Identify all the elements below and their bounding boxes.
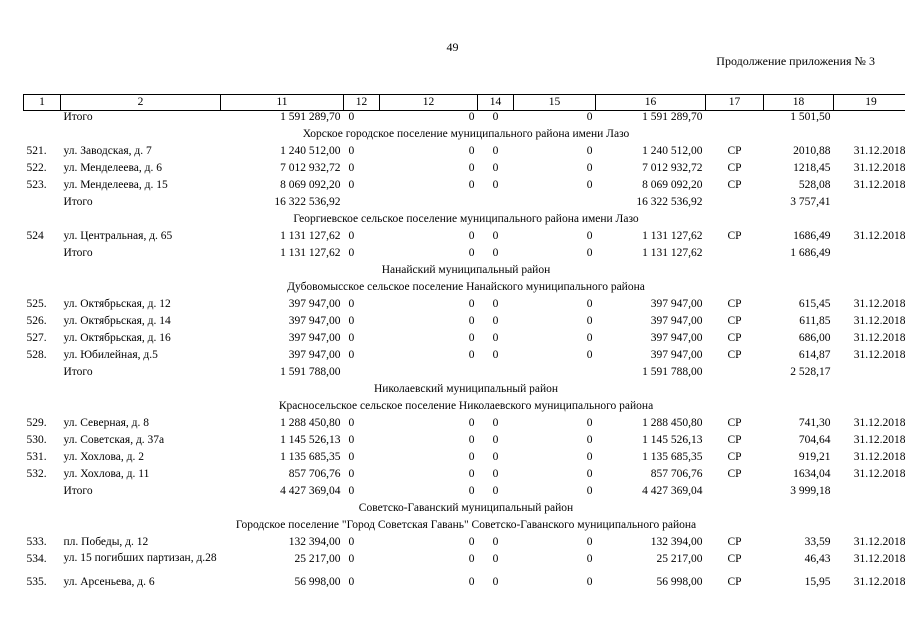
col14-value: 0	[492, 468, 499, 480]
col12b-value: 0	[468, 485, 475, 497]
col19-date: 31.12.2018	[853, 553, 905, 565]
col19-date: 31.12.2018	[853, 468, 905, 480]
col11-amount: 397 947,00	[288, 332, 341, 344]
col14-value: 0	[492, 315, 499, 327]
row-number: 522.	[26, 162, 47, 174]
section-heading-row	[24, 502, 905, 519]
col12a-value: 0	[348, 145, 355, 157]
col17-source: СР	[727, 451, 742, 463]
column-header-10: 18	[764, 95, 834, 111]
col14-value	[478, 366, 514, 383]
section-title: Советско-Гаванский муниципальный район	[358, 502, 574, 514]
table-row	[24, 230, 905, 247]
col17-source: СР	[727, 349, 742, 361]
row-number	[24, 196, 61, 213]
col12b-value: 0	[468, 298, 475, 310]
col15-value: 0	[586, 145, 593, 157]
section-heading-row	[24, 128, 905, 145]
col19-date: 31.12.2018	[853, 349, 905, 361]
col16-amount: 1 131 127,62	[642, 230, 703, 242]
col14-value: 0	[492, 179, 499, 191]
col12b-value: 0	[468, 230, 475, 242]
col17-source	[706, 196, 764, 213]
appendix-subtitle: Продолжение приложения № 3	[716, 54, 875, 68]
section-title: Георгиевское сельское поселение муниципального района имени Лазо	[293, 213, 639, 225]
column-header-3: 11	[221, 95, 344, 111]
col12b-value: 0	[468, 417, 475, 429]
col16-amount: 397 947,00	[650, 298, 703, 310]
address-cell: Итого	[63, 247, 93, 259]
row-number: 531.	[26, 451, 47, 463]
row-number: 523.	[26, 179, 47, 191]
housing-table	[23, 94, 905, 593]
col15-value: 0	[586, 536, 593, 548]
col19-date: 31.12.2018	[853, 451, 905, 463]
col17-source: СР	[727, 230, 742, 242]
col18-area: 2 528,17	[790, 366, 831, 378]
col17-source	[706, 111, 764, 129]
col19-date	[834, 111, 905, 129]
row-number	[24, 485, 61, 502]
col12a-value: 0	[348, 451, 355, 463]
row-number: 524	[26, 230, 44, 242]
col11-amount: 397 947,00	[288, 298, 341, 310]
col12b-value	[380, 366, 478, 383]
address-cell: Итого	[63, 111, 93, 123]
col12b-value: 0	[468, 179, 475, 191]
col15-value: 0	[586, 349, 593, 361]
col19-date: 31.12.2018	[853, 298, 905, 310]
col12a-value: 0	[348, 179, 355, 191]
table-row	[24, 536, 905, 553]
table-row	[24, 332, 905, 349]
row-number: 530.	[26, 434, 47, 446]
col11-amount: 16 322 536,92	[274, 196, 341, 208]
col19-date: 31.12.2018	[853, 417, 905, 429]
col11-amount: 1 591 289,70	[280, 111, 341, 123]
col16-amount: 1 288 450,80	[642, 417, 703, 429]
col18-area: 46,43	[804, 553, 831, 565]
col11-amount: 1 240 512,00	[280, 145, 341, 157]
column-header-6: 14	[478, 95, 514, 111]
col16-amount: 1 240 512,00	[642, 145, 703, 157]
row-number: 527.	[26, 332, 47, 344]
row-number: 528.	[26, 349, 47, 361]
address-cell: ул. Хохлова, д. 11	[63, 468, 150, 480]
col11-amount: 1 288 450,80	[280, 417, 341, 429]
col19-date: 31.12.2018	[853, 576, 905, 588]
table-row	[24, 315, 905, 332]
col16-amount: 1 145 526,13	[642, 434, 703, 446]
column-header-9: 17	[706, 95, 764, 111]
address-cell: ул. Советская, д. 37а	[63, 434, 165, 446]
col16-amount: 1 591 788,00	[642, 366, 703, 378]
col12a-value	[344, 196, 380, 213]
address-cell: ул. Менделеева, д. 6	[63, 162, 162, 174]
col19-date: 31.12.2018	[853, 179, 905, 191]
col15-value: 0	[586, 111, 593, 123]
col16-amount: 8 069 092,20	[642, 179, 703, 191]
col16-amount: 7 012 932,72	[642, 162, 703, 174]
col15-value: 0	[586, 230, 593, 242]
section-heading-row	[24, 519, 905, 536]
col11-amount: 1 591 788,00	[280, 366, 341, 378]
row-number: 526.	[26, 315, 47, 327]
col17-source: СР	[727, 576, 742, 588]
col14-value: 0	[492, 332, 499, 344]
col12a-value: 0	[348, 247, 355, 259]
col19-date: 31.12.2018	[853, 332, 905, 344]
address-cell: Итого	[63, 196, 93, 208]
col18-area: 528,08	[798, 179, 831, 191]
row-number	[24, 366, 61, 383]
col14-value: 0	[492, 417, 499, 429]
col18-area: 33,59	[804, 536, 831, 548]
col16-amount: 16 322 536,92	[636, 196, 703, 208]
column-header-4: 12	[344, 95, 380, 111]
table-row	[24, 576, 905, 593]
col11-amount: 7 012 932,72	[280, 162, 341, 174]
col11-amount: 56 998,00	[294, 576, 341, 588]
col12b-value: 0	[468, 576, 475, 588]
col12b-value: 0	[468, 111, 475, 123]
col12b-value: 0	[468, 145, 475, 157]
col15-value: 0	[586, 468, 593, 480]
col17-source: СР	[727, 553, 742, 565]
col19-date	[834, 196, 905, 213]
address-cell: пл. Победы, д. 12	[63, 536, 149, 548]
col17-source: СР	[727, 468, 742, 480]
col12a-value: 0	[348, 332, 355, 344]
col15-value: 0	[586, 485, 593, 497]
col18-area: 615,45	[798, 298, 831, 310]
col16-amount: 1 131 127,62	[642, 247, 703, 259]
col17-source: СР	[727, 536, 742, 548]
section-heading-row	[24, 383, 905, 400]
col12b-value: 0	[468, 536, 475, 548]
page-number: 49	[446, 40, 459, 54]
col16-amount: 397 947,00	[650, 332, 703, 344]
col15-value: 0	[586, 451, 593, 463]
col18-area: 611,85	[799, 315, 831, 327]
col12a-value: 0	[348, 468, 355, 480]
col12a-value: 0	[348, 485, 355, 497]
col14-value: 0	[492, 349, 499, 361]
col17-source: СР	[727, 417, 742, 429]
col12b-value: 0	[468, 349, 475, 361]
col15-value	[514, 366, 596, 383]
col12b-value	[380, 196, 478, 213]
col12b-value: 0	[468, 434, 475, 446]
col17-source: СР	[727, 179, 742, 191]
column-header-1: 1	[24, 95, 61, 111]
col12b-value: 0	[468, 162, 475, 174]
col12a-value: 0	[348, 536, 355, 548]
col11-amount: 397 947,00	[288, 349, 341, 361]
col14-value: 0	[492, 298, 499, 310]
row-number	[24, 111, 61, 129]
col16-amount: 132 394,00	[650, 536, 703, 548]
row-number: 529.	[26, 417, 47, 429]
row-number: 532.	[26, 468, 47, 480]
col19-date: 31.12.2018	[853, 230, 905, 242]
address-cell: ул. Хохлова, д. 2	[63, 451, 144, 463]
col11-amount: 397 947,00	[288, 315, 341, 327]
col18-area: 1218,45	[793, 162, 831, 174]
section-heading-row	[24, 264, 905, 281]
col16-amount: 857 706,76	[650, 468, 703, 480]
table-body	[24, 111, 905, 594]
header-row	[24, 95, 905, 111]
col12a-value: 0	[348, 349, 355, 361]
col12a-value: 0	[348, 553, 355, 565]
total-row	[24, 111, 905, 129]
address-cell: ул. Октябрьская, д. 14	[63, 315, 171, 327]
address-cell: ул. Менделеева, д. 15	[63, 179, 168, 191]
section-title: Красносельское сельское поселение Николаевского муниципального района	[278, 400, 654, 412]
col11-amount: 1 135 685,35	[280, 451, 341, 463]
row-number: 535.	[26, 576, 47, 588]
col16-amount: 4 427 369,04	[642, 485, 703, 497]
table-row	[24, 145, 905, 162]
section-heading-row	[24, 400, 905, 417]
col16-amount: 397 947,00	[650, 349, 703, 361]
col18-area: 614,87	[798, 349, 831, 361]
col12a-value: 0	[348, 315, 355, 327]
col11-amount: 1 131 127,62	[280, 247, 341, 259]
col18-area: 1634,04	[793, 468, 831, 480]
col11-amount: 1 145 526,13	[280, 434, 341, 446]
column-header-11: 19	[834, 95, 905, 111]
address-cell: ул. Центральная, д. 65	[63, 230, 173, 242]
col14-value: 0	[492, 230, 499, 242]
table-row	[24, 434, 905, 451]
col12b-value: 0	[468, 315, 475, 327]
col18-area: 3 757,41	[790, 196, 831, 208]
col15-value: 0	[586, 247, 593, 259]
col14-value: 0	[492, 485, 499, 497]
col14-value: 0	[492, 536, 499, 548]
address-cell: ул. Октябрьская, д. 16	[63, 332, 171, 344]
section-heading-row	[24, 213, 905, 230]
col19-date	[834, 247, 905, 264]
col15-value: 0	[586, 332, 593, 344]
col16-amount: 1 135 685,35	[642, 451, 703, 463]
col19-date	[834, 366, 905, 383]
col11-amount: 8 069 092,20	[280, 179, 341, 191]
col18-area: 15,95	[804, 576, 831, 588]
col12b-value: 0	[468, 468, 475, 480]
section-title: Николаевский муниципальный район	[373, 383, 559, 395]
col14-value: 0	[492, 162, 499, 174]
col14-value: 0	[492, 576, 499, 588]
section-heading-row	[24, 281, 905, 298]
col17-source: СР	[727, 332, 742, 344]
col14-value: 0	[492, 247, 499, 259]
col15-value: 0	[586, 576, 593, 588]
address-cell: ул. 15 погибших партизан, д.28	[63, 552, 217, 564]
col14-value: 0	[492, 111, 499, 123]
column-header-2: 2	[61, 95, 221, 111]
col17-source: СР	[727, 434, 742, 446]
col16-amount: 397 947,00	[650, 315, 703, 327]
col15-value: 0	[586, 162, 593, 174]
col12b-value: 0	[468, 332, 475, 344]
col12b-value: 0	[468, 451, 475, 463]
col19-date: 31.12.2018	[853, 536, 905, 548]
col14-value: 0	[492, 434, 499, 446]
col12a-value: 0	[348, 162, 355, 174]
col15-value	[514, 196, 596, 213]
section-title: Дубовомысское сельское поселение Нанайского муниципального района	[287, 281, 645, 293]
col15-value: 0	[586, 315, 593, 327]
col12a-value: 0	[348, 111, 355, 123]
col17-source: СР	[727, 162, 742, 174]
col11-amount: 857 706,76	[288, 468, 341, 480]
col18-area: 3 999,18	[790, 485, 831, 497]
col14-value	[478, 196, 514, 213]
section-title: Хорское городское поселение муниципального района имени Лазо	[302, 128, 630, 140]
col17-source	[706, 247, 764, 264]
col14-value: 0	[492, 553, 499, 565]
col11-amount: 1 131 127,62	[280, 230, 341, 242]
col19-date: 31.12.2018	[853, 145, 905, 157]
col12b-value: 0	[468, 247, 475, 259]
col17-source: СР	[727, 145, 742, 157]
col12a-value: 0	[348, 417, 355, 429]
col18-area: 919,21	[798, 451, 831, 463]
row-number	[24, 247, 61, 264]
table-row	[24, 468, 905, 485]
col12a-value: 0	[348, 434, 355, 446]
table-row	[24, 349, 905, 366]
table-row	[24, 298, 905, 315]
row-number: 521.	[26, 145, 47, 157]
col18-area: 741,30	[798, 417, 831, 429]
address-cell: ул. Октябрьская, д. 12	[63, 298, 171, 310]
address-cell: ул. Заводская, д. 7	[63, 145, 152, 157]
table-row	[24, 417, 905, 434]
col11-amount: 132 394,00	[288, 536, 341, 548]
column-header-5: 12	[380, 95, 478, 111]
address-cell: ул. Юбилейная, д.5	[63, 349, 158, 361]
col15-value: 0	[586, 434, 593, 446]
table-row	[24, 179, 905, 196]
total-row	[24, 485, 905, 502]
section-title: Городское поселение "Город Советская Гавань" Советско-Гаванского муниципального района	[235, 519, 697, 531]
col12b-value: 0	[468, 553, 475, 565]
col14-value: 0	[492, 451, 499, 463]
col17-source: СР	[727, 315, 742, 327]
total-row	[24, 366, 905, 383]
section-title: Нанайский муниципальный район	[381, 264, 551, 276]
col18-area: 1 501,50	[790, 111, 831, 123]
col16-amount: 56 998,00	[656, 576, 703, 588]
address-cell: ул. Северная, д. 8	[63, 417, 150, 429]
col11-amount: 4 427 369,04	[280, 485, 341, 497]
table-row	[24, 553, 905, 576]
column-header-8: 16	[596, 95, 706, 111]
col19-date: 31.12.2018	[853, 162, 905, 174]
col17-source: СР	[727, 298, 742, 310]
col11-amount: 25 217,00	[294, 553, 341, 565]
col12a-value: 0	[348, 298, 355, 310]
col18-area: 1 686,49	[790, 247, 831, 259]
col18-area: 686,00	[798, 332, 831, 344]
col12a-value	[344, 366, 380, 383]
table-row	[24, 162, 905, 179]
col19-date: 31.12.2018	[853, 434, 905, 446]
row-number: 525.	[26, 298, 47, 310]
col16-amount: 1 591 289,70	[642, 111, 703, 123]
col19-date	[834, 485, 905, 502]
column-header-7: 15	[514, 95, 596, 111]
total-row	[24, 247, 905, 264]
col18-area: 1686,49	[793, 230, 831, 242]
address-cell: Итого	[63, 366, 93, 378]
col15-value: 0	[586, 179, 593, 191]
col12a-value: 0	[348, 576, 355, 588]
col15-value: 0	[586, 417, 593, 429]
col15-value: 0	[586, 553, 593, 565]
col12a-value: 0	[348, 230, 355, 242]
total-row	[24, 196, 905, 213]
col19-date: 31.12.2018	[853, 315, 905, 327]
col16-amount: 25 217,00	[656, 553, 703, 565]
col18-area: 2010,88	[793, 145, 831, 157]
col14-value: 0	[492, 145, 499, 157]
table-row	[24, 451, 905, 468]
col15-value: 0	[586, 298, 593, 310]
address-cell: Итого	[63, 485, 93, 497]
row-number: 534.	[26, 553, 47, 565]
row-number: 533.	[26, 536, 47, 548]
col17-source	[706, 366, 764, 383]
address-cell: ул. Арсеньева, д. 6	[63, 576, 155, 588]
col17-source	[706, 485, 764, 502]
col18-area: 704,64	[798, 434, 831, 446]
